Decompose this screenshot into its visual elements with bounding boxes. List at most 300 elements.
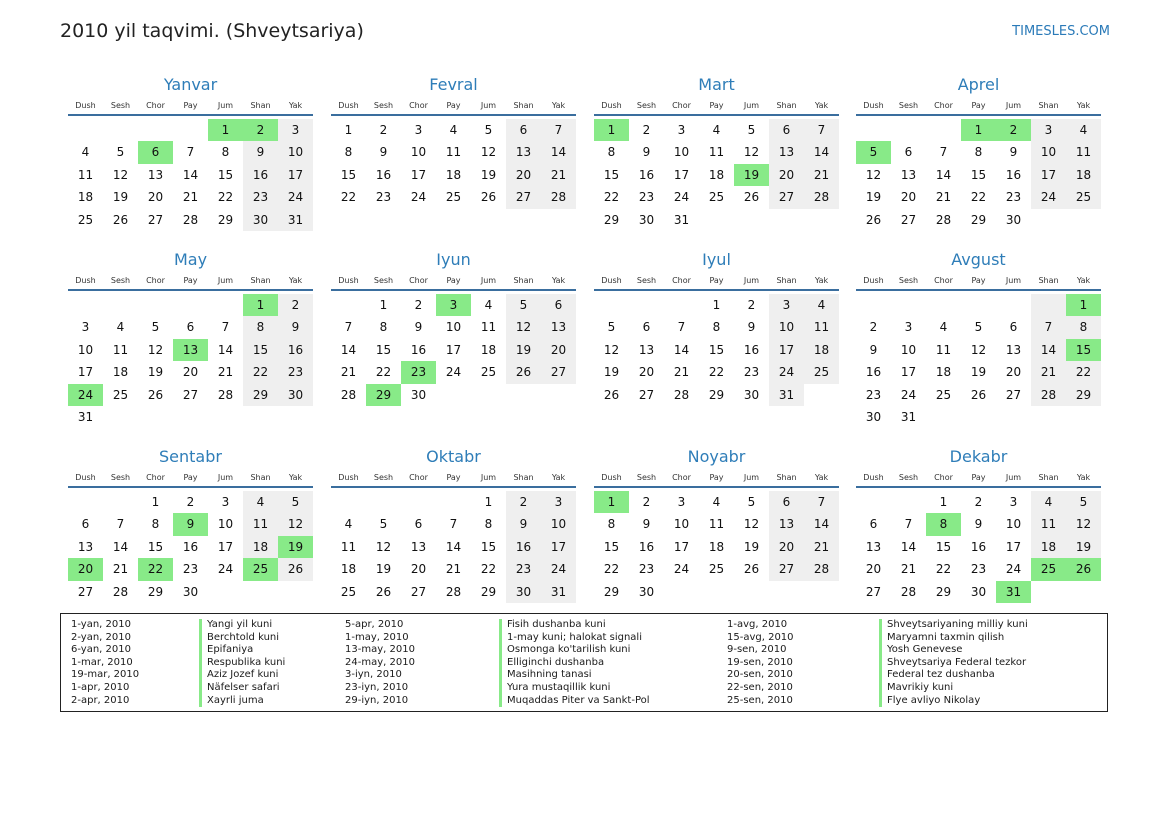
weekday-label: Pay: [446, 275, 461, 285]
day-blank: [208, 294, 243, 316]
weekday-label: Yak: [288, 275, 303, 285]
day-cell: 28: [340, 387, 357, 402]
day-cell: 22: [340, 190, 357, 205]
day-cell: 15: [603, 539, 620, 554]
day-cell: 12: [743, 517, 760, 532]
day-cell: 20: [865, 562, 882, 577]
day-cell: 21: [804, 536, 839, 558]
day-blank: [138, 119, 173, 141]
day-cell: 26: [865, 212, 882, 227]
day-cell: 9: [642, 145, 651, 160]
weekday-label: Pay: [183, 472, 198, 482]
day-cell: 22: [1066, 361, 1101, 383]
day-cell: 23: [638, 562, 655, 577]
weekday-label: Pay: [971, 275, 986, 285]
weekday-label: Pay: [446, 472, 461, 482]
day-cell: 22: [970, 190, 987, 205]
day-cell: 27: [769, 558, 804, 580]
day-cell: 12: [147, 342, 164, 357]
day-blank: [436, 491, 471, 513]
legend-names-col: [879, 619, 1028, 707]
weekday-label: Shan: [1038, 275, 1059, 285]
day-cell: 16: [410, 342, 427, 357]
legend-date: 19-sen, 2010: [727, 656, 793, 668]
day-cell: 11: [804, 316, 839, 338]
day-cell: 31: [769, 384, 804, 406]
day-cell-holiday: 15: [1066, 339, 1101, 361]
month-name: Fevral: [429, 75, 478, 94]
day-cell: 15: [340, 167, 357, 182]
weekday-label: Jum: [1005, 275, 1022, 285]
day-cell: 10: [673, 517, 690, 532]
day-cell: 16: [638, 539, 655, 554]
weekday-label: Yak: [1076, 100, 1091, 110]
day-cell: 12: [865, 167, 882, 182]
day-cell: 29: [147, 584, 164, 599]
month-name: May: [173, 250, 208, 269]
weekday-label: Pay: [971, 100, 986, 110]
weekday-label: Shan: [250, 472, 271, 482]
day-cell: 31: [541, 581, 576, 603]
day-cell: 13: [865, 539, 882, 554]
day-cell-holiday: 22: [138, 558, 173, 580]
day-blank: [68, 491, 103, 513]
day-blank: [68, 294, 103, 316]
day-cell-holiday: 29: [366, 384, 401, 406]
day-cell: 16: [278, 339, 313, 361]
day-cell: 10: [1031, 141, 1066, 163]
legend-holiday-name: Xayrli juma: [199, 695, 285, 708]
legend-holiday-name: Shveytsariyaning milliy kuni: [879, 619, 1028, 632]
weekday-label: Pay: [709, 472, 724, 482]
day-cell: 17: [673, 539, 690, 554]
day-cell: 11: [708, 145, 725, 160]
day-cell: 26: [743, 562, 760, 577]
legend-holiday-name: Elliginchi dushanba: [499, 657, 650, 670]
day-cell: 23: [1005, 190, 1022, 205]
weekday-label: Jum: [743, 472, 760, 482]
day-cell: 1: [379, 298, 388, 312]
weekday-header: [68, 96, 313, 116]
weekday-label: Yak: [288, 472, 303, 482]
weekday-label: Jum: [743, 275, 760, 285]
day-cell: 6: [642, 320, 651, 335]
month-iyul: [594, 249, 839, 406]
day-cell: 25: [935, 387, 952, 402]
weekday-label: Sesh: [373, 100, 394, 110]
weekday-label: Jum: [480, 472, 497, 482]
day-cell: 11: [445, 145, 462, 160]
site-link[interactable]: TIMESLES.COM: [1012, 24, 1110, 39]
day-cell: 29: [603, 212, 620, 227]
weekday-label: Sesh: [110, 275, 131, 285]
weekday-label: Yak: [551, 472, 566, 482]
weekday-header: [331, 271, 576, 291]
day-cell: 5: [116, 145, 125, 160]
day-cell: 27: [506, 186, 541, 208]
day-cell: 10: [278, 141, 313, 163]
day-cell: 14: [673, 342, 690, 357]
day-cell: 6: [541, 294, 576, 316]
day-cell: 19: [147, 365, 164, 380]
day-cell: 26: [112, 212, 129, 227]
weekday-label: Dush: [601, 275, 622, 285]
day-cell: 12: [480, 145, 497, 160]
legend-date: 29-iyn, 2010: [345, 694, 409, 706]
day-cell: 8: [607, 145, 616, 160]
day-cell: 23: [243, 186, 278, 208]
day-cell: 17: [217, 539, 234, 554]
weekday-label: Sesh: [636, 100, 657, 110]
weekday-label: Dush: [75, 275, 96, 285]
day-cell: 11: [77, 167, 94, 182]
day-cell: 26: [743, 190, 760, 205]
weekday-label: Dush: [863, 100, 884, 110]
day-blank: [961, 294, 996, 316]
month-oktabr: [331, 446, 576, 603]
day-cell: 4: [939, 320, 948, 335]
weekday-label: Dush: [338, 472, 359, 482]
day-cell-holiday: 6: [138, 141, 173, 163]
weekday-header: [856, 96, 1101, 116]
legend-date: 22-sen, 2010: [727, 681, 793, 693]
day-cell: 1: [712, 298, 721, 312]
weekday-label: Dush: [601, 472, 622, 482]
day-cell: 9: [869, 342, 878, 357]
day-cell: 25: [708, 562, 725, 577]
day-cell: 6: [81, 517, 90, 532]
month-fevral: [331, 74, 576, 209]
day-cell: 24: [217, 562, 234, 577]
day-cell-holiday: 3: [436, 294, 471, 316]
day-blank: [996, 294, 1031, 316]
day-cell: 13: [541, 316, 576, 338]
day-cell: 7: [804, 119, 839, 141]
day-cell: 22: [375, 365, 392, 380]
day-cell: 30: [638, 212, 655, 227]
day-cell: 9: [642, 517, 651, 532]
weekday-label: Yak: [288, 100, 303, 110]
day-cell: 20: [182, 365, 199, 380]
day-cell: 15: [935, 539, 952, 554]
legend-holiday-name: Mavrikiy kuni: [879, 682, 1028, 695]
weekday-header: [68, 468, 313, 488]
day-blank: [138, 294, 173, 316]
day-blank: [891, 119, 926, 141]
day-cell: 21: [900, 562, 917, 577]
day-cell: 30: [182, 584, 199, 599]
day-cell: 5: [607, 320, 616, 335]
day-blank: [103, 119, 138, 141]
day-blank: [926, 119, 961, 141]
weekday-label: Shan: [513, 100, 534, 110]
day-cell: 20: [147, 190, 164, 205]
day-cell: 17: [1031, 164, 1066, 186]
day-cell: 13: [769, 513, 804, 535]
day-cell: 14: [445, 539, 462, 554]
day-cell: 16: [375, 167, 392, 182]
day-cell: 9: [379, 145, 388, 160]
day-cell: 27: [638, 387, 655, 402]
day-cell: 17: [673, 167, 690, 182]
day-cell: 31: [77, 409, 94, 424]
day-cell: 3: [769, 294, 804, 316]
day-blank: [331, 294, 366, 316]
day-cell: 3: [677, 123, 686, 137]
day-cell: 27: [182, 387, 199, 402]
day-cell: 23: [970, 562, 987, 577]
day-cell: 11: [1031, 513, 1066, 535]
legend-date: 23-iyn, 2010: [345, 681, 409, 693]
legend-dates-col: [71, 619, 139, 707]
day-cell: 17: [541, 536, 576, 558]
legend-holiday-name: 1-may kuni; halokat signali: [499, 632, 650, 645]
day-cell: 2: [642, 495, 651, 509]
day-blank: [1031, 294, 1066, 316]
day-cell: 15: [708, 342, 725, 357]
day-cell-holiday: 23: [401, 361, 436, 383]
day-grid: [68, 491, 313, 603]
day-cell: 8: [712, 320, 721, 335]
day-cell: 9: [1009, 145, 1018, 160]
day-cell: 31: [673, 212, 690, 227]
day-cell-holiday: 1: [243, 294, 278, 316]
day-cell: 18: [340, 562, 357, 577]
weekday-label: Jum: [480, 275, 497, 285]
legend-holiday-name: Muqaddas Piter va Sankt-Pol: [499, 695, 650, 708]
day-cell: 28: [804, 558, 839, 580]
weekday-label: Shan: [1038, 100, 1059, 110]
day-cell: 7: [804, 491, 839, 513]
day-cell: 15: [970, 167, 987, 182]
day-cell-holiday: 25: [1031, 558, 1066, 580]
weekday-header: [331, 96, 576, 116]
legend-date: 2-yan, 2010: [71, 631, 131, 643]
weekday-label: Yak: [814, 100, 829, 110]
weekday-label: Chor: [146, 275, 165, 285]
day-cell: 8: [484, 517, 493, 532]
month-name: Avgust: [951, 250, 1006, 269]
legend-holiday-name: Federal tez dushanba: [879, 669, 1028, 682]
day-cell: 20: [638, 365, 655, 380]
legend-date: 1-may, 2010: [345, 631, 409, 643]
month-name: Sentabr: [159, 447, 222, 466]
day-grid: [68, 119, 313, 231]
day-cell: 14: [217, 342, 234, 357]
day-cell: 2: [974, 495, 983, 509]
day-cell: 14: [340, 342, 357, 357]
day-blank: [856, 119, 891, 141]
weekday-label: Chor: [409, 472, 428, 482]
day-cell: 18: [708, 539, 725, 554]
day-cell-holiday: 9: [173, 513, 208, 535]
weekday-label: Shan: [776, 275, 797, 285]
day-cell: 11: [1066, 141, 1101, 163]
day-cell: 19: [112, 190, 129, 205]
day-cell: 15: [480, 539, 497, 554]
day-blank: [68, 119, 103, 141]
day-cell: 20: [769, 536, 804, 558]
weekday-label: Yak: [814, 275, 829, 285]
weekday-label: Sesh: [898, 100, 919, 110]
day-cell: 19: [480, 167, 497, 182]
day-cell: 5: [506, 294, 541, 316]
day-cell: 25: [708, 190, 725, 205]
day-cell: 11: [708, 517, 725, 532]
legend-date: 3-iyn, 2010: [345, 669, 402, 681]
day-blank: [173, 119, 208, 141]
day-cell: 13: [410, 539, 427, 554]
legend-date: 15-avg, 2010: [727, 631, 794, 643]
legend-date: 25-sen, 2010: [727, 694, 793, 706]
month-name: Aprel: [957, 75, 1000, 94]
day-cell: 3: [1031, 119, 1066, 141]
day-cell: 6: [414, 517, 423, 532]
weekday-label: Shan: [1038, 472, 1059, 482]
day-cell: 13: [638, 342, 655, 357]
day-cell-holiday: 1: [594, 119, 629, 141]
day-cell: 28: [900, 584, 917, 599]
day-cell: 24: [1031, 186, 1066, 208]
day-cell: 11: [480, 320, 497, 335]
day-cell: 26: [375, 584, 392, 599]
legend-date: 19-mar, 2010: [71, 669, 140, 681]
legend-holiday-name: Yura mustaqillik kuni: [499, 682, 650, 695]
day-cell: 2: [747, 298, 756, 312]
day-cell: 2: [506, 491, 541, 513]
legend-date: 2-apr, 2010: [71, 694, 130, 706]
day-cell: 12: [278, 513, 313, 535]
day-cell: 29: [1066, 384, 1101, 406]
legend-date: 9-sen, 2010: [727, 644, 787, 656]
day-cell: 14: [112, 539, 129, 554]
day-cell: 25: [804, 361, 839, 383]
legend-holiday-name: Fisih dushanba kuni: [499, 619, 650, 632]
day-cell-holiday: 1: [208, 119, 243, 141]
day-cell: 9: [278, 316, 313, 338]
day-cell: 9: [243, 141, 278, 163]
weekday-label: Dush: [863, 275, 884, 285]
day-cell: 5: [379, 517, 388, 532]
weekday-label: Chor: [409, 100, 428, 110]
day-blank: [891, 294, 926, 316]
day-cell: 22: [708, 365, 725, 380]
day-cell: 18: [935, 365, 952, 380]
day-cell: 28: [541, 186, 576, 208]
day-cell: 12: [970, 342, 987, 357]
weekday-label: Chor: [409, 275, 428, 285]
month-may: [68, 249, 313, 428]
legend-date: 5-apr, 2010: [345, 619, 404, 630]
legend-holiday-name: Näfelser safari: [199, 682, 285, 695]
legend-dates-col: [345, 619, 415, 707]
day-cell: 5: [151, 320, 160, 335]
day-cell: 5: [747, 123, 756, 137]
day-cell: 4: [116, 320, 125, 335]
day-cell: 25: [340, 584, 357, 599]
day-cell: 7: [1031, 316, 1066, 338]
day-cell: 31: [278, 209, 313, 231]
day-grid: [856, 119, 1101, 231]
day-blank: [331, 491, 366, 513]
legend-holiday-name: Flye avliyo Nikolay: [879, 695, 1028, 708]
day-cell: 8: [607, 517, 616, 532]
weekday-label: Jum: [1005, 100, 1022, 110]
day-cell: 17: [410, 167, 427, 182]
day-cell-holiday: 26: [1066, 558, 1101, 580]
day-cell: 17: [77, 365, 94, 380]
weekday-label: Pay: [709, 100, 724, 110]
legend-holiday-name: Respublika kuni: [199, 657, 285, 670]
day-cell: 17: [445, 342, 462, 357]
day-cell: 16: [865, 365, 882, 380]
weekday-header: [331, 468, 576, 488]
day-cell: 30: [1005, 212, 1022, 227]
day-cell: 2: [869, 320, 878, 335]
weekday-label: Jum: [217, 100, 234, 110]
day-cell: 23: [743, 365, 760, 380]
day-cell: 1: [344, 123, 353, 137]
day-cell: 28: [804, 186, 839, 208]
month-avgust: [856, 249, 1101, 428]
day-cell: 5: [974, 320, 983, 335]
day-cell: 18: [480, 342, 497, 357]
holiday-legend: [60, 613, 1108, 712]
day-cell-holiday: 8: [926, 513, 961, 535]
day-blank: [856, 491, 891, 513]
day-cell: 7: [116, 517, 125, 532]
day-grid: [68, 294, 313, 428]
day-cell: 21: [445, 562, 462, 577]
weekday-label: Shan: [513, 275, 534, 285]
day-cell: 8: [974, 145, 983, 160]
weekday-label: Yak: [814, 472, 829, 482]
weekday-label: Pay: [183, 275, 198, 285]
weekday-label: Shan: [513, 472, 534, 482]
day-cell: 30: [865, 409, 882, 424]
day-cell: 16: [506, 536, 541, 558]
day-cell: 15: [243, 339, 278, 361]
day-cell: 29: [217, 212, 234, 227]
day-cell-holiday: 13: [173, 339, 208, 361]
weekday-label: Jum: [217, 275, 234, 285]
weekday-header: [594, 271, 839, 291]
day-cell: 12: [506, 316, 541, 338]
day-cell: 9: [747, 320, 756, 335]
day-cell: 3: [278, 119, 313, 141]
day-cell: 29: [480, 584, 497, 599]
day-cell: 5: [1066, 491, 1101, 513]
day-cell: 3: [81, 320, 90, 335]
day-cell-holiday: 19: [278, 536, 313, 558]
legend-holiday-name: Maryamni taxmin qilish: [879, 632, 1028, 645]
day-cell: 24: [673, 562, 690, 577]
day-cell: 28: [217, 387, 234, 402]
day-cell: 23: [638, 190, 655, 205]
day-cell: 6: [506, 119, 541, 141]
page-title: 2010 yil taqvimi. (Shveytsariya): [60, 20, 364, 42]
weekday-label: Chor: [934, 275, 953, 285]
day-cell: 17: [900, 365, 917, 380]
day-grid: [594, 294, 839, 406]
legend-holiday-name: Berchtold kuni: [199, 632, 285, 645]
day-cell: 2: [414, 298, 423, 312]
day-cell: 10: [900, 342, 917, 357]
legend-holiday-name: Masihning tanasi: [499, 669, 650, 682]
legend-dates-col: [727, 619, 794, 707]
day-blank: [366, 491, 401, 513]
day-cell: 8: [221, 145, 230, 160]
